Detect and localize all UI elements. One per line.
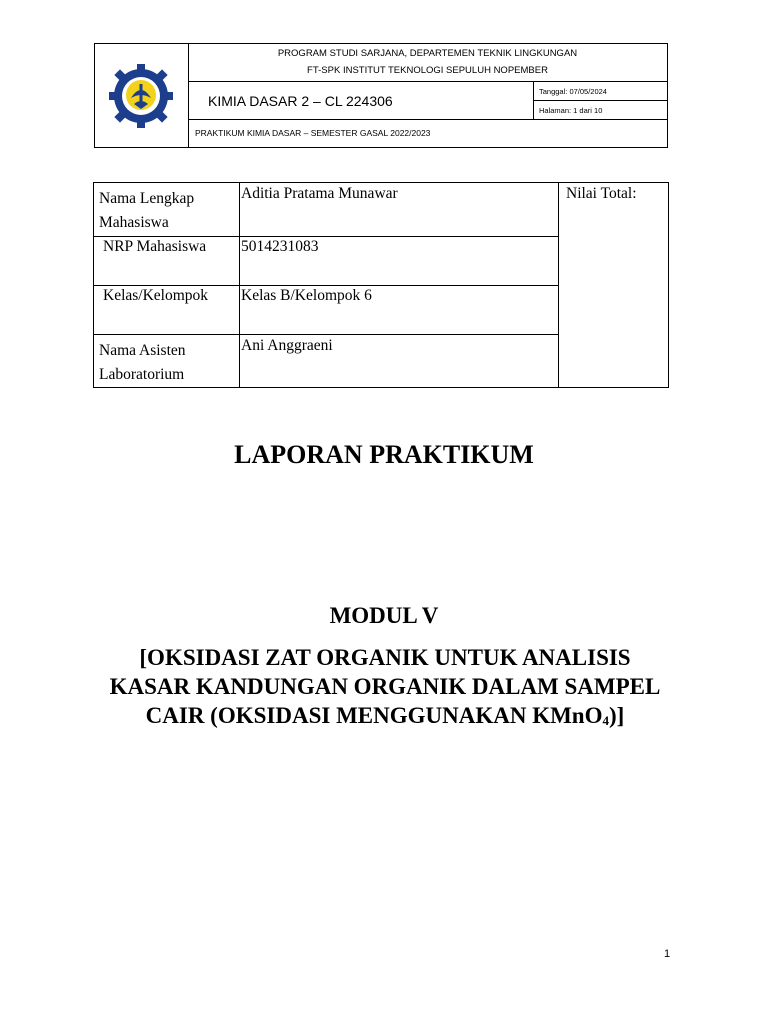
- topic-title-main: [OKSIDASI ZAT ORGANIK UNTUK ANALISIS KASAR KANDUNGAN ORGANIK DALAM SAMPEL CAIR (OKSIDASI MENGGUNAKAN KMnO: [109, 645, 661, 728]
- topic-title: [100, 643, 670, 735]
- total-score-label: Nilai Total:: [566, 185, 637, 202]
- topic-title-subscript: 4: [602, 713, 609, 728]
- its-logo-icon: [101, 62, 181, 130]
- name-label-line-2: Mahasiswa: [99, 214, 169, 231]
- module-title: MODUL V: [329, 603, 439, 628]
- page-number: 1: [664, 948, 671, 960]
- institution-line-1: PROGRAM STUDI SARJANA, DEPARTEMEN TEKNIK LINGKUNGAN: [277, 48, 578, 59]
- name-value: Aditia Pratama Munawar: [241, 185, 398, 202]
- student-info-table: [93, 182, 669, 388]
- course-title: KIMIA DASAR 2 – CL 224306: [188, 82, 534, 120]
- date-field: Tanggal: 07/05/2024: [534, 82, 667, 101]
- class-label: Kelas/Kelompok: [103, 287, 209, 304]
- institution-cell: [188, 44, 667, 82]
- topic-title-end: )]: [609, 703, 625, 728]
- report-title: LAPORAN PRAKTIKUM: [234, 440, 534, 469]
- document-header: [94, 43, 668, 148]
- assistant-label: [99, 339, 237, 387]
- nrp-value: 5014231083: [241, 238, 319, 255]
- name-label: [99, 187, 237, 235]
- page-field: Halaman: 1 dari 10: [534, 101, 667, 120]
- assistant-value: Ani Anggraeni: [241, 337, 333, 354]
- logo-cell: [95, 44, 189, 147]
- class-value: Kelas B/Kelompok 6: [241, 287, 372, 304]
- institution-line-2: FT-SPK INSTITUT TEKNOLOGI SEPULUH NOPEMBER: [307, 65, 548, 76]
- name-label-line-1: Nama Lengkap: [99, 190, 195, 207]
- semester-line: PRAKTIKUM KIMIA DASAR – SEMESTER GASAL 2022/2023: [195, 128, 431, 138]
- assistant-label-line-1: Nama Asisten: [99, 342, 186, 359]
- assistant-label-line-2: Laboratorium: [99, 366, 185, 383]
- nrp-label: NRP Mahasiswa: [103, 238, 207, 255]
